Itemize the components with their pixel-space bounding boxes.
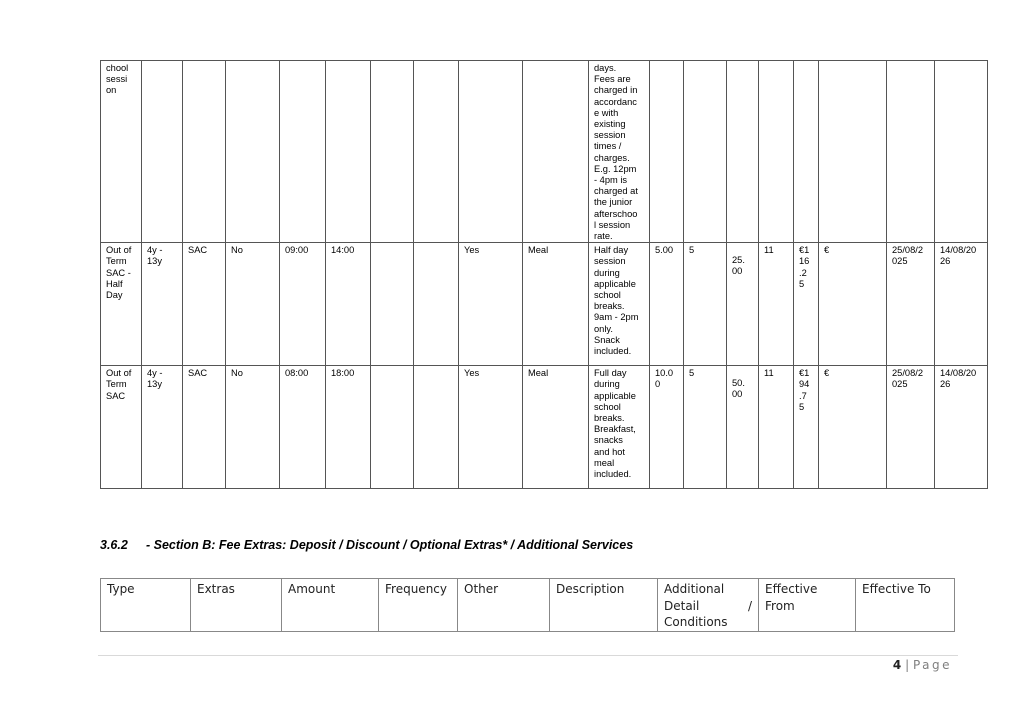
column-header-other: Other <box>458 579 550 632</box>
table-row <box>101 243 988 366</box>
description-cell: days. Fees are charged in accordanc e with existing session times / charges. E.g. 12pm - 4pm is charged at the junior afterschoo l session rate. <box>589 61 650 243</box>
table-cell: 25/08/2 025 <box>887 243 935 366</box>
table-cell <box>414 243 459 366</box>
page-label: Page <box>912 658 952 672</box>
meal-cell: Meal <box>523 366 589 489</box>
section-heading <box>100 538 633 552</box>
column-header-amount: Amount <box>282 579 379 632</box>
end-time-cell <box>326 61 371 243</box>
table-row <box>101 366 988 489</box>
table-cell <box>371 61 414 243</box>
table-cell <box>650 61 684 243</box>
table-cell: 11 <box>759 243 794 366</box>
table-cell <box>684 61 727 243</box>
session-cell: Out of Term SAC - Half Day <box>101 243 142 366</box>
table-cell: € <box>819 243 887 366</box>
table-cell: 50. 00 <box>727 366 759 489</box>
table-cell: 11 <box>759 366 794 489</box>
footer-divider <box>98 655 958 656</box>
table-cell: 5.00 <box>650 243 684 366</box>
end-time-cell: 18:00 <box>326 366 371 489</box>
table-cell <box>371 366 414 489</box>
age-cell: 4y - 13y <box>142 366 183 489</box>
column-header-effective-from: Effective From <box>759 579 856 632</box>
table-cell <box>759 61 794 243</box>
section-title: - Section B: Fee Extras: Deposit / Discount / Optional Extras* / Additional Services <box>146 538 634 552</box>
column-header-description: Description <box>550 579 658 632</box>
table-cell <box>414 366 459 489</box>
table-cell: 5 <box>684 366 727 489</box>
column-header-extras: Extras <box>191 579 282 632</box>
meal-option-cell: Yes <box>459 366 523 489</box>
meal-option-cell: Yes <box>459 243 523 366</box>
table-cell: 25/08/2 025 <box>887 366 935 489</box>
meal-cell: Meal <box>523 243 589 366</box>
column-header-effective-to: Effective To <box>856 579 955 632</box>
table-cell: €1 16 .2 5 <box>794 243 819 366</box>
type-cell: SAC <box>183 243 226 366</box>
registered-cell: No <box>226 243 280 366</box>
session-cell: chool sessi on <box>101 61 142 243</box>
table-cell: 5 <box>684 243 727 366</box>
page-number: 4 <box>892 658 902 672</box>
registered-cell <box>226 61 280 243</box>
type-cell: SAC <box>183 366 226 489</box>
table-cell <box>371 243 414 366</box>
age-cell: 4y - 13y <box>142 243 183 366</box>
session-cell: Out of Term SAC <box>101 366 142 489</box>
meal-cell <box>523 61 589 243</box>
meal-option-cell <box>459 61 523 243</box>
table-cell <box>794 61 819 243</box>
description-cell: Full day during applicable school breaks. Breakfast, snacks and hot meal included. <box>589 366 650 489</box>
end-time-cell: 14:00 <box>326 243 371 366</box>
footer-separator: | <box>901 658 913 672</box>
fee-table <box>100 60 988 489</box>
table-cell <box>414 61 459 243</box>
table-cell <box>935 61 988 243</box>
table-cell: 14/08/20 26 <box>935 366 988 489</box>
section-number: 3.6.2 <box>100 538 128 552</box>
page-footer <box>893 658 952 672</box>
column-header-additional-detail: Additional Detail / Conditions <box>658 579 759 632</box>
age-cell <box>142 61 183 243</box>
start-time-cell: 09:00 <box>280 243 326 366</box>
column-header-type: Type <box>101 579 191 632</box>
start-time-cell <box>280 61 326 243</box>
table-row <box>101 61 988 243</box>
table-header-row <box>101 579 955 632</box>
table-cell <box>819 61 887 243</box>
table-cell <box>887 61 935 243</box>
start-time-cell: 08:00 <box>280 366 326 489</box>
table-cell <box>727 61 759 243</box>
table-cell: 14/08/20 26 <box>935 243 988 366</box>
registered-cell: No <box>226 366 280 489</box>
extras-table <box>100 578 955 632</box>
column-header-frequency: Frequency <box>379 579 458 632</box>
table-cell: € <box>819 366 887 489</box>
table-cell: 10.0 0 <box>650 366 684 489</box>
type-cell <box>183 61 226 243</box>
description-cell: Half day session during applicable school breaks. 9am - 2pm only. Snack included. <box>589 243 650 366</box>
table-cell: €1 94 .7 5 <box>794 366 819 489</box>
table-cell: 25. 00 <box>727 243 759 366</box>
